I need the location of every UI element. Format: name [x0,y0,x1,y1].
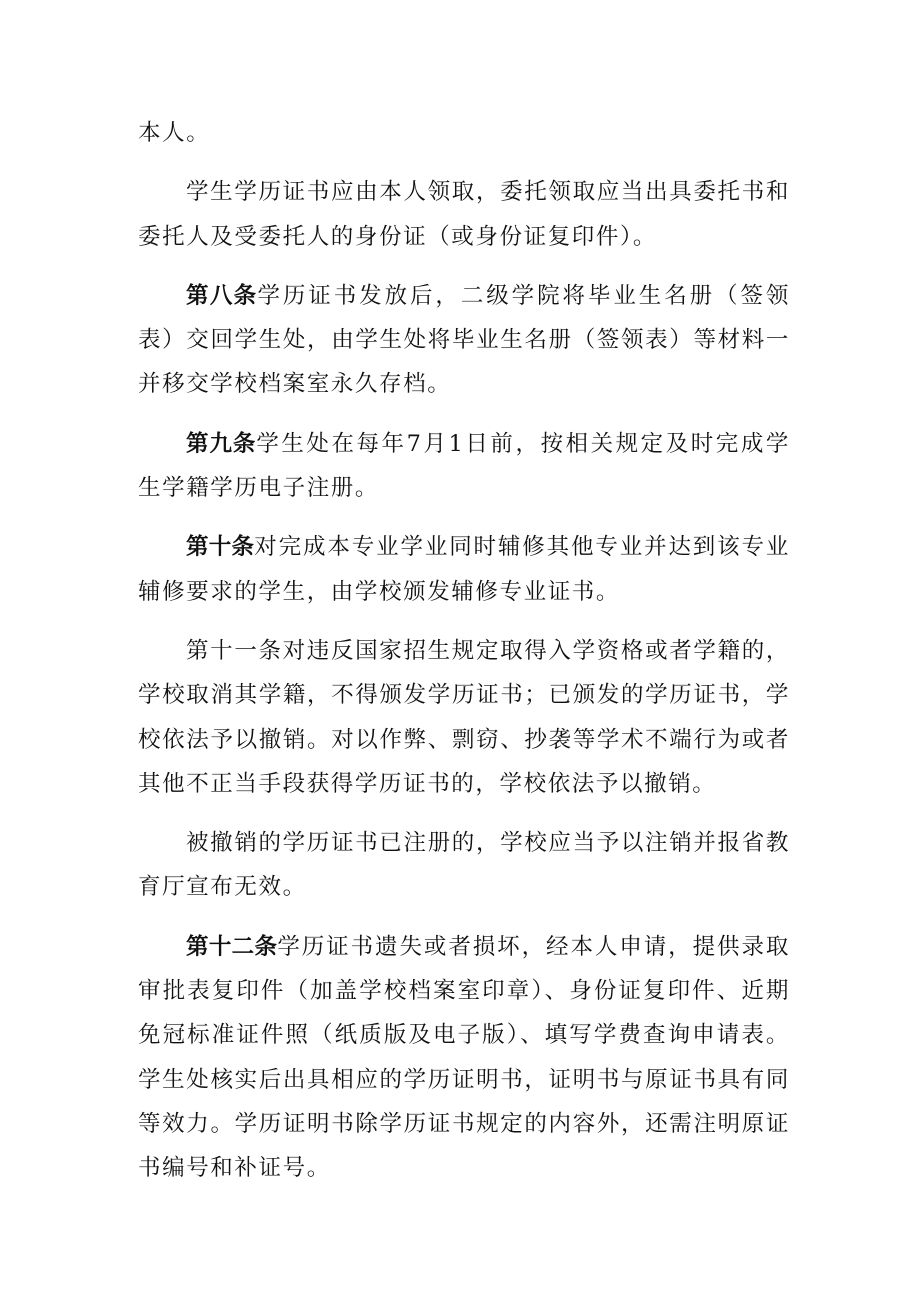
paragraph-text: 学生学历证书应由本人领取，委托领取应当出具委托书和委托人及受委托人的身份证（或身份证复印件）。 [138,179,790,250]
article-9 [138,422,790,511]
paragraph-text: 本人。 [138,120,211,146]
paragraph-continuation [138,111,790,155]
paragraph-text: 学历证书发放后，二级学院将毕业生名册（签领表）交回学生处，由学生处将毕业生名册（签领表）等材料一并移交学校档案室永久存档。 [138,282,790,398]
article-heading: 第九条 [186,430,257,457]
paragraph-text: 学生处在每年7月1日前，按相关规定及时完成学生学籍学历电子注册。 [138,430,790,502]
paragraph-text: 对完成本专业学业同时辅修其他专业并达到该专业辅修要求的学生，由学校颁发辅修专业证书。 [138,534,790,605]
paragraph-text: 被撤销的学历证书已注册的，学校应当予以注销并报省教育厅宣布无效。 [138,830,790,901]
document-body [138,111,790,1206]
article-8 [138,274,790,407]
article-11 [138,629,790,806]
paragraph-text: 第十一条对违反国家招生规定取得入学资格或者学籍的，学校取消其学籍，不得颁发学历证书；已颁发的学历证书，学校依法予以撤销。对以作弊、剽窃、抄袭等学术不端行为或者其他不正当手段获得学历证书的，学校依法予以撤销。 [138,637,790,797]
article-heading: 第十条 [186,534,255,561]
paragraph-revoked-registration [138,821,790,910]
article-12 [138,925,790,1191]
article-10 [138,525,790,614]
article-heading: 第八条 [186,282,258,309]
paragraph-certificate-collection [138,170,790,259]
paragraph-text: 学历证书遗失或者损坏，经本人申请，提供录取审批表复印件（加盖学校档案室印章）、身份证复印件、近期免冠标准证件照（纸质版及电子版）、填写学费查询申请表。学生处核实后出具相应的学历证明书，证明书与原证书具有同等效力。学历证明书除学历证书规定的内容外，还需注明原证书编号和补证号。 [138,933,790,1182]
article-heading: 第十二条 [186,933,278,960]
